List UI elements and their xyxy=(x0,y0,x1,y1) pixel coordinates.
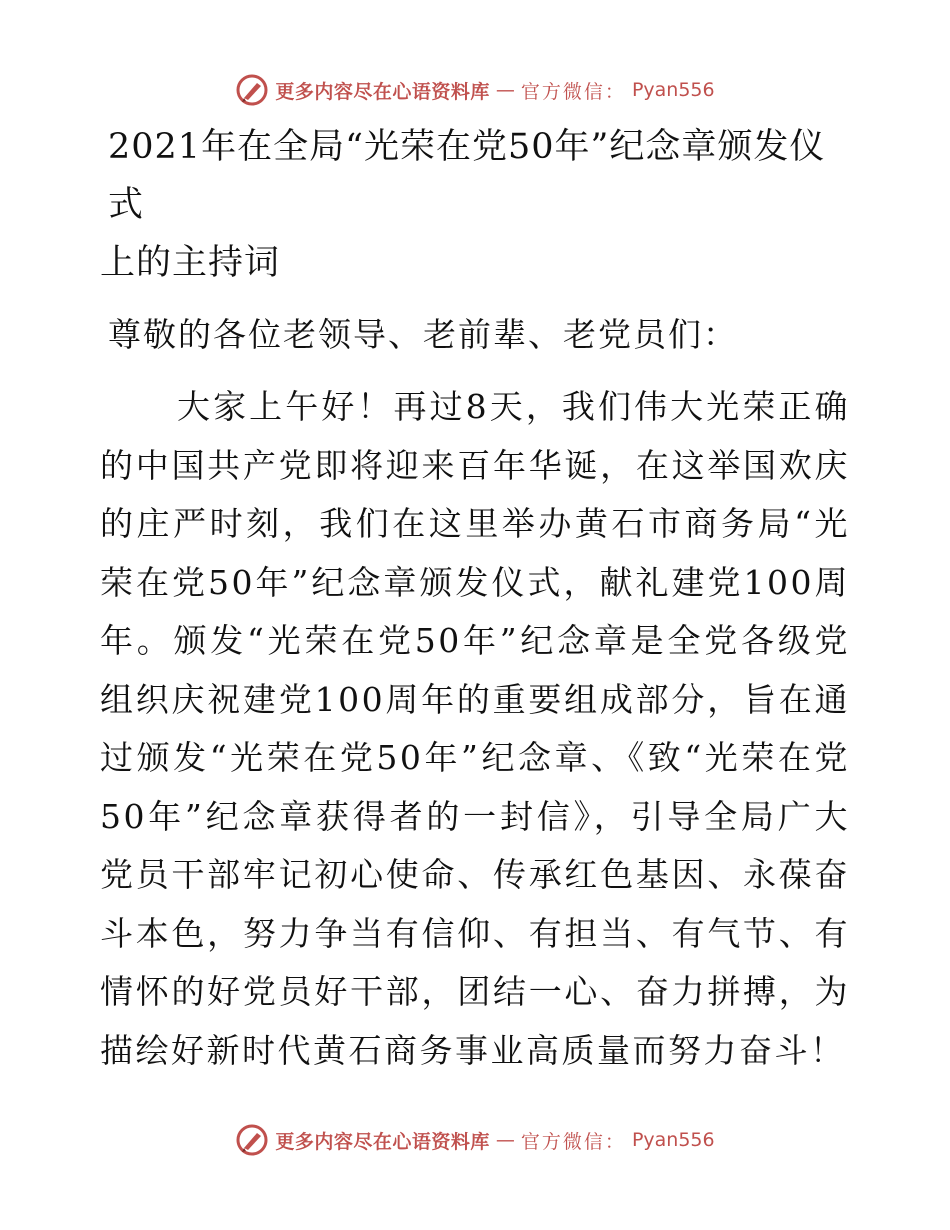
document-body xyxy=(100,118,850,1080)
body-paragraph: 大家上午好！再过8天，我们伟大光荣正确的中国共产党即将迎来百年华诞，在这举国欢庆的庄严时刻，我们在这里举办黄石市商务局“光荣在党50年”纪念章颁发仪式，献礼建党100周年。颁发“光荣在党50年”纪念章是全党各级党组织庆祝建党100周年的重要组成部分，旨在通过颁发“光荣在党50年”纪念章、《致“光荣在党50年”纪念章获得者的一封信》，引导全局广大党员干部牢记初心使命、传承红色基因、永葆奋斗本色，努力争当有信仰、有担当、有气节、有情怀的好党员好干部，团结一心、奋力拼搏，为描绘好新时代黄石商务事业高质量而努力奋斗！ xyxy=(100,387,850,1070)
footer-watermark xyxy=(0,1120,950,1160)
watermark-main-text: 更多内容尽在心语资料库 xyxy=(275,80,490,103)
document-title xyxy=(100,118,850,292)
watermark-separator: — xyxy=(495,1129,515,1151)
watermark-wechat-id: Pyan556 xyxy=(631,79,715,101)
watermark-wechat-id: Pyan556 xyxy=(631,1129,715,1151)
watermark-sub-text: 官方微信： xyxy=(520,80,626,103)
watermark-sub-text: 官方微信： xyxy=(520,1130,626,1153)
header-watermark xyxy=(0,70,950,110)
title-line-2: 上的主持词 xyxy=(100,243,281,283)
watermark-separator: — xyxy=(495,79,515,101)
watermark-main-text: 更多内容尽在心语资料库 xyxy=(275,1130,490,1153)
pen-circle-logo-icon xyxy=(235,73,269,107)
title-line-1: 2021年在全局“光荣在党50年”纪念章颁发仪式 xyxy=(108,127,826,225)
pen-circle-logo-icon xyxy=(235,1123,269,1157)
salutation: 尊敬的各位老领导、老前辈、老党员们： xyxy=(108,315,738,354)
